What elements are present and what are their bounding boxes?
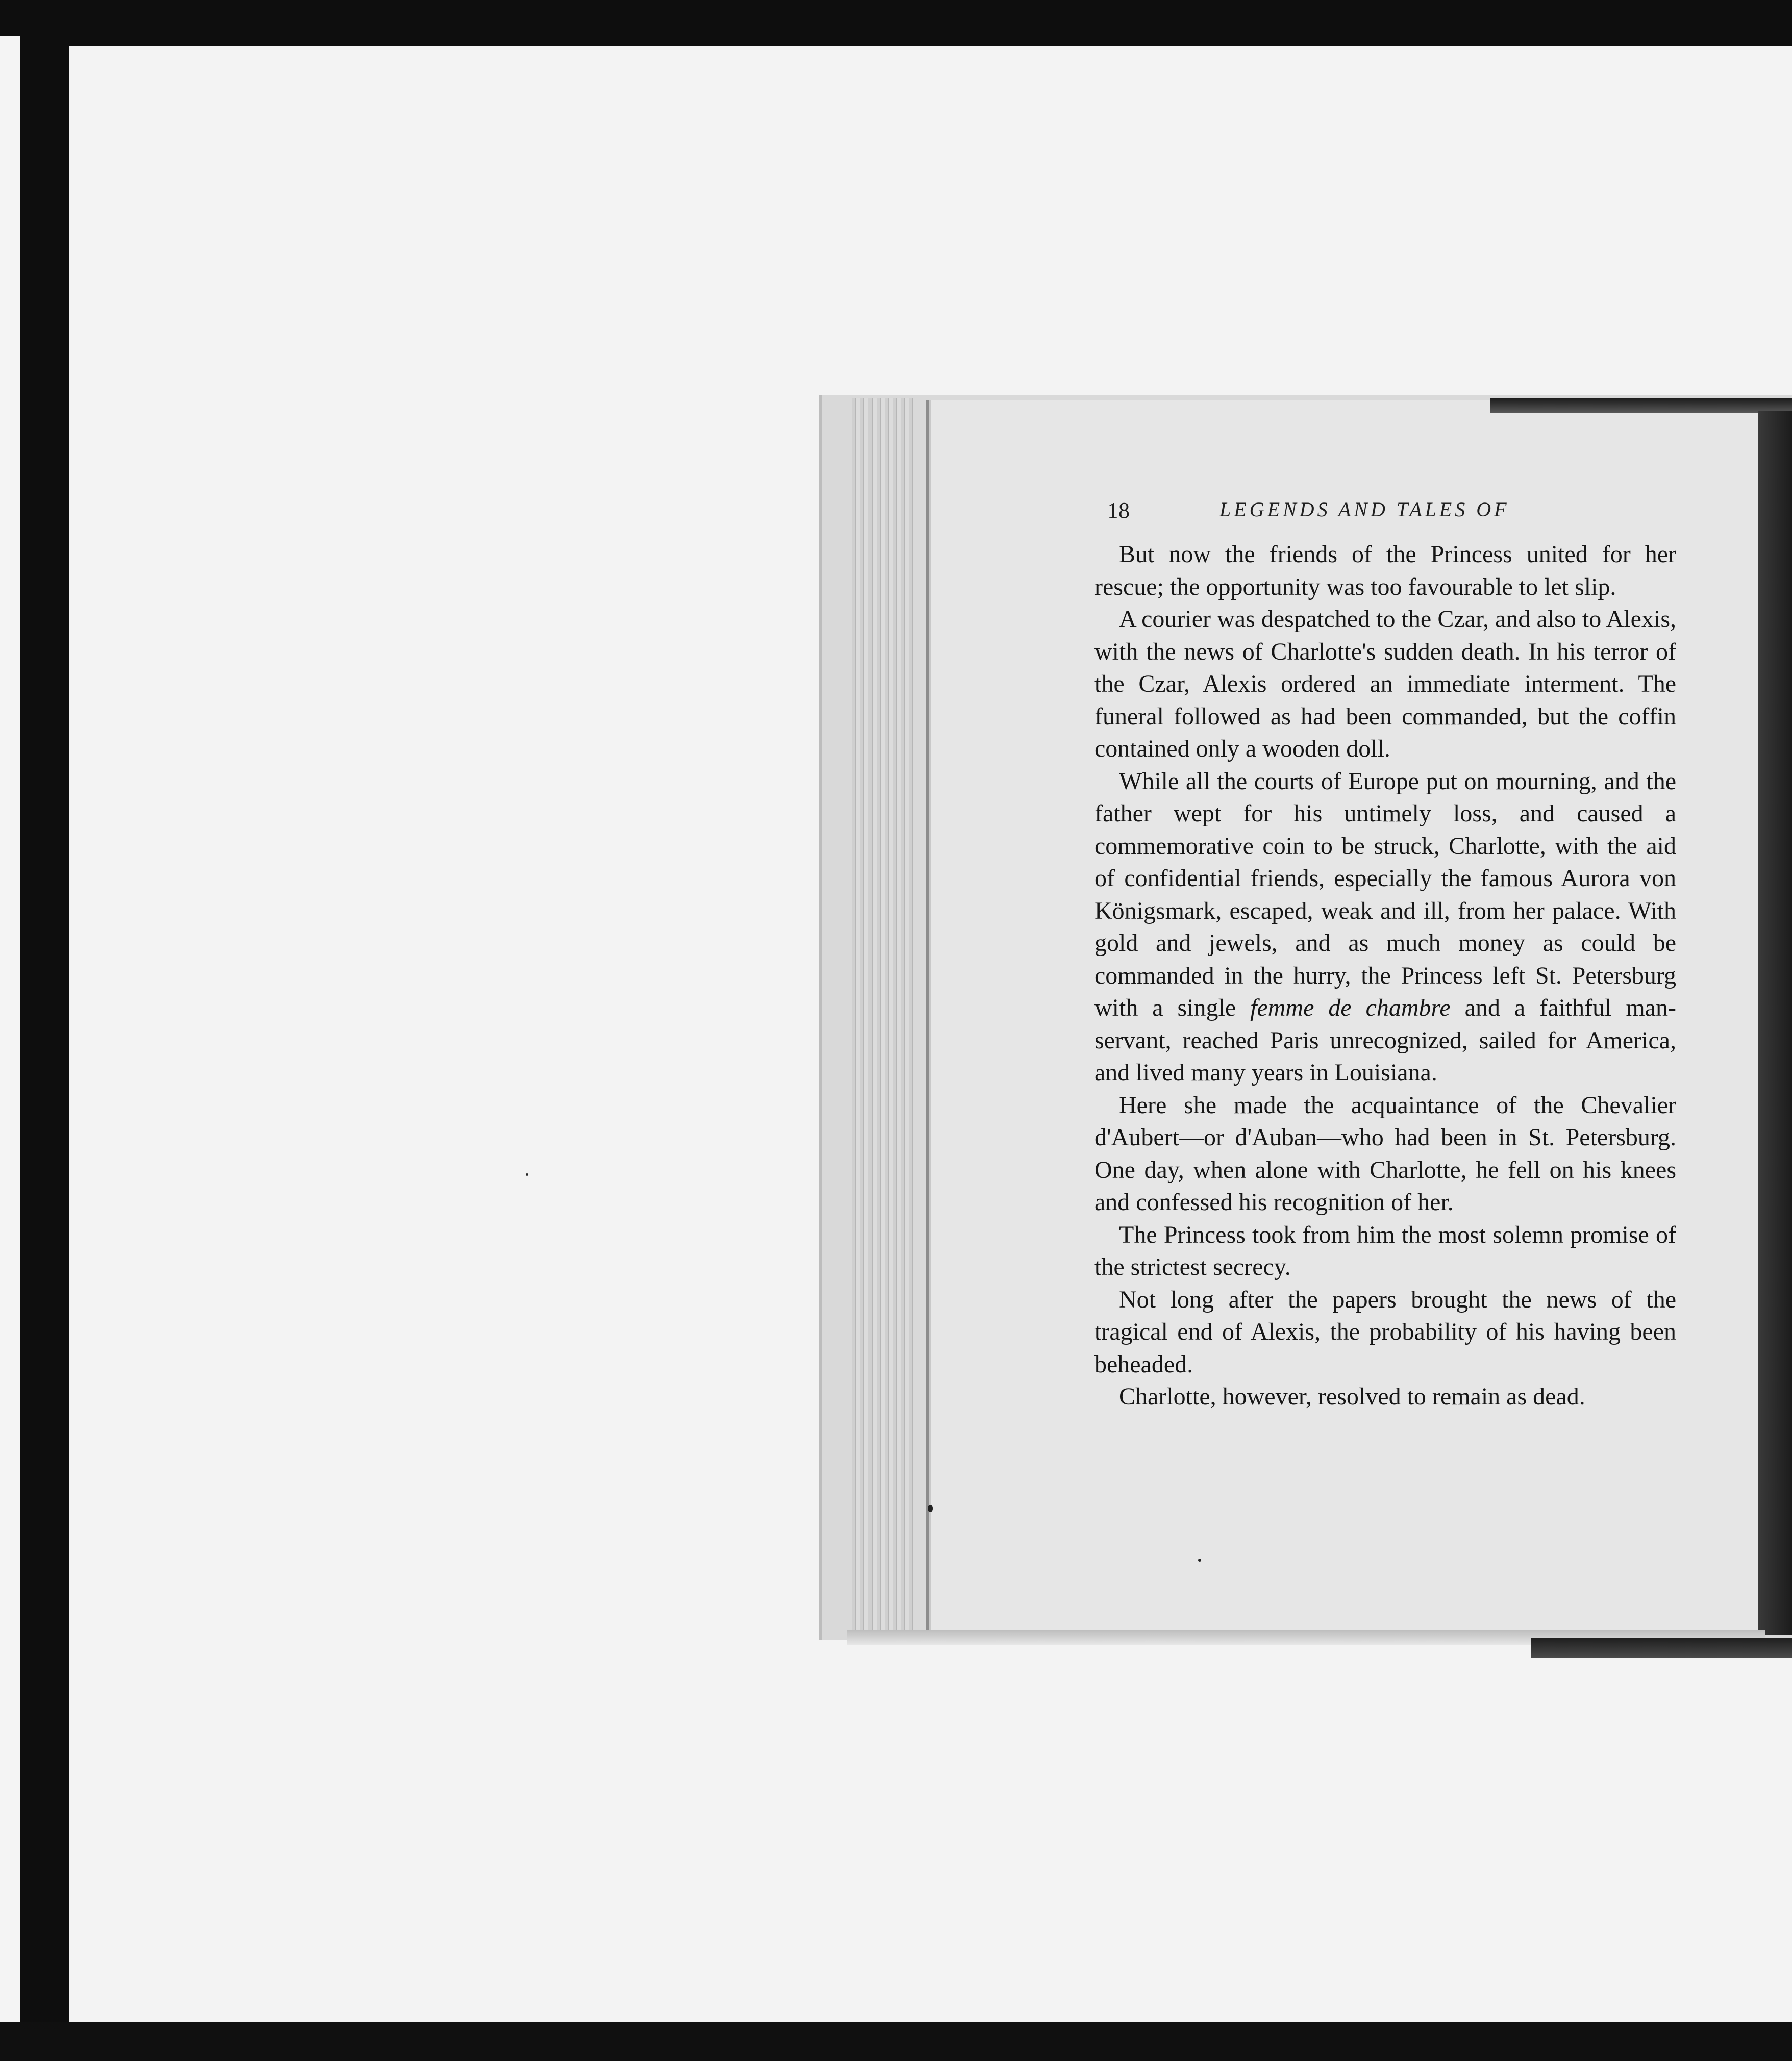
book-cover-edge <box>1758 411 1792 1635</box>
paragraph: The Princess took from him the most solemn promise of the strictest secrecy. <box>1094 1221 1676 1280</box>
film-border-top <box>0 0 1792 46</box>
paragraph-text: and a faithful man-servant, reached Paris unrecognized, sailed for America, and lived many years in Louisiana. <box>1094 994 1676 1086</box>
paragraph-text: While all the courts of Europe put on mourning, and the father wept for his untimely loss, and caused a commemorative coin to be struck, Charlotte, with the aid of confidential friends, especially the famous Aurora von Königsmark, escaped, weak and ill, from her palace. With gold and jewels, and as much money as could be commanded in the hurry, the Princess left St. Petersburg with a single <box>1094 767 1676 1021</box>
paragraph: Here she made the acquaintance of the Chevalier d'Aubert—or d'Auban—who had been in St. Petersburg. One day, when alone with Charlotte, he fell on his knees and confessed his recognition of her. <box>1094 1091 1676 1216</box>
running-head: LEGENDS AND TALES OF <box>1219 498 1510 521</box>
body-text <box>1094 538 1676 1502</box>
page-top-shadow <box>1490 398 1792 413</box>
dust-speck <box>526 1173 528 1176</box>
dust-speck <box>928 1505 933 1512</box>
italic-phrase: femme de chambre <box>1250 994 1451 1021</box>
paragraph: Not long after the papers brought the news of the tragical end of Alexis, the probability of his having been beheaded. <box>1094 1286 1676 1378</box>
page-header <box>1107 497 1684 533</box>
paragraph <box>1094 765 1676 1089</box>
paragraph: Charlotte, however, resolved to remain as dead. <box>1119 1383 1585 1410</box>
dust-speck <box>1198 1559 1201 1562</box>
paragraph: But now the friends of the Princess united for her rescue; the opportunity was too favourable to let slip. <box>1094 541 1676 600</box>
paragraph: A courier was despatched to the Czar, and also to Alexis, with the news of Charlotte's sudden death. In his terror of the Czar, Alexis ordered an immediate interment. The funeral followed as had been commanded, but the coffin contained only a wooden doll. <box>1094 606 1676 762</box>
film-edge-sliver <box>0 36 20 2025</box>
page-number: 18 <box>1107 498 1130 523</box>
page-bottom-shadow <box>1531 1638 1792 1658</box>
page-edges <box>852 398 913 1632</box>
film-border-bottom <box>0 2022 1792 2061</box>
